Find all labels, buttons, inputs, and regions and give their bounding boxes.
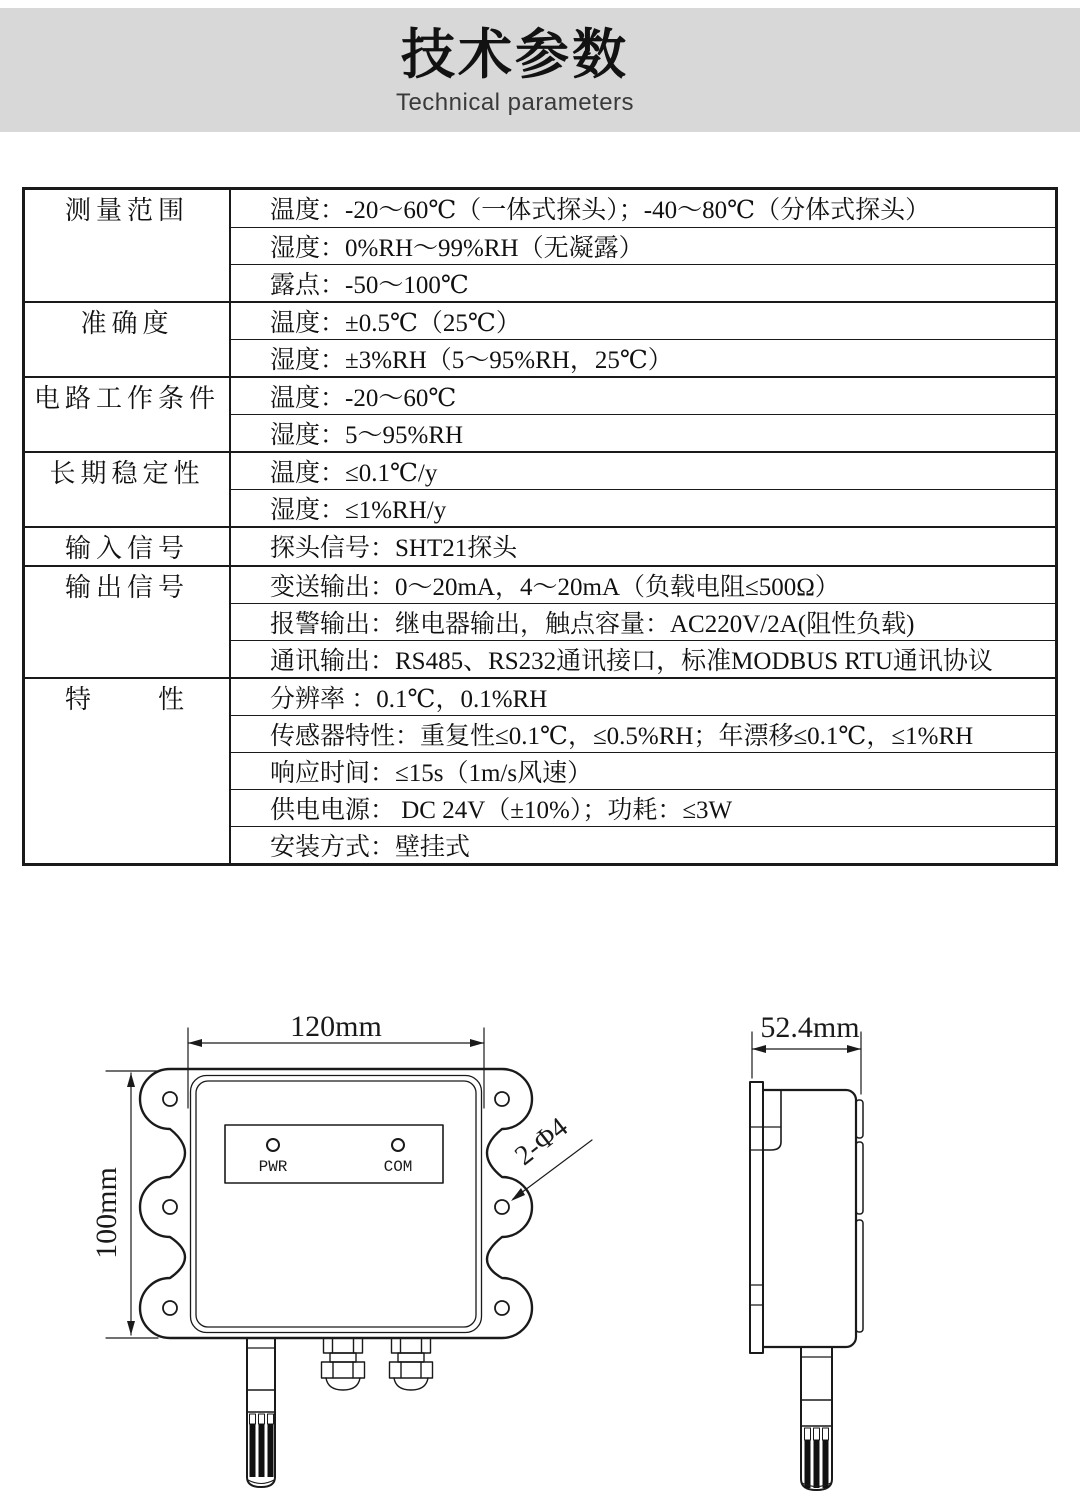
spec-category-cell [25,565,231,677]
front-width-label: 120mm [290,1010,382,1043]
spec-value-cell: 湿度：±3%RH（5～95%RH，25℃） [231,339,1055,376]
probe-grille-icon [250,1424,274,1477]
spec-value-cell: 通讯输出：RS485、RS232通讯接口，标准MODBUS RTU通讯协议 [231,640,1055,677]
front-enclosure-outline [140,1069,532,1338]
spec-category-cell [25,376,231,451]
cable-gland-left [322,1338,365,1390]
arrowhead-left-icon [188,1039,202,1047]
arrowhead-right-icon [470,1039,484,1047]
spec-category-cell [25,526,231,565]
front-height-label: 100mm [90,1167,123,1259]
technical-drawing [0,960,1080,1504]
side-view-drawing [750,1011,863,1490]
cable-gland-right [390,1338,433,1390]
mounting-hole-icon [495,1200,509,1214]
spec-value-cell: 温度：-20～60℃（一体式探头）；-40～80℃（分体式探头） [270,197,931,225]
side-rear-flange [750,1082,763,1353]
leader-arrowhead-icon [511,1188,525,1201]
pwr-led-icon [267,1139,279,1151]
arrowhead-down-icon [127,1321,135,1335]
mounting-hole-icon [495,1092,509,1106]
spec-category-cell [25,451,231,526]
spec-value-cell: 报警输出：继电器输出，触点容量：AC220V/2A(阻性负载) [231,603,1055,640]
side-depth-label: 52.4mm [760,1011,860,1044]
com-led-icon [392,1139,404,1151]
spec-value-cell: 温度：-20～60℃ [231,376,1055,414]
spec-value-cell: 分辨率 ：0.1℃，0.1%RH [231,677,1055,715]
hole-diameter-label: 2-Φ4 [509,1111,574,1172]
arrowhead-left-icon [752,1045,766,1053]
spec-category-label: 测量范围 [64,196,189,226]
spec-category-label: 输入信号 [64,533,189,563]
side-clip-block [763,1090,781,1150]
arrowhead-right-icon [847,1045,861,1053]
spec-category-cell [25,301,231,376]
spec-value-cell: 探头信号：SHT21探头 [231,526,1055,565]
spec-value-cell: 露点：-50～100℃ [231,264,1055,301]
hole-callout [509,1112,592,1201]
spec-value-cell: 传感器特性：重复性≤0.1℃，≤0.5%RH；年漂移≤0.1℃，≤1%RH [231,715,1055,752]
mounting-hole-icon [163,1200,177,1214]
spec-category-cell [25,677,231,863]
spec-value-cell: 供电电源： DC 24V（±10%）；功耗：≤3W [231,789,1055,826]
spec-category-label: 长期稳定性 [49,458,205,488]
front-sensor-probe [247,1338,275,1487]
front-face-line-outer [191,1076,482,1333]
front-view-drawing [90,1010,592,1487]
spec-category-label: 准确度 [80,308,174,338]
spec-value-cell: 变送输出：0～20mA，4～20mA（负载电阻≤500Ω） [231,565,1055,603]
spec-value-cell: 湿度：5～95%RH [231,414,1055,451]
spec-category-cell [25,190,231,301]
arrowhead-up-icon [127,1073,135,1087]
mounting-hole-icon [163,1092,177,1106]
spec-category-label: 特 性 [64,685,189,715]
mounting-hole-icon [495,1301,509,1315]
probe-grille-icon [805,1440,829,1488]
header [0,26,1030,116]
page-title: 技术参数 [401,25,629,85]
spec-value-cell: 湿度：0%RH～99%RH（无凝露） [231,227,1055,264]
spec-value-cell: 温度：≤0.1℃/y [231,451,1055,489]
spec-value-cell: 响应时间：≤15s（1m/s风速） [231,752,1055,789]
page-subtitle: Technical parameters [395,89,635,116]
spec-category-label: 电路工作条件 [33,383,220,413]
com-led-label: COM [383,1158,413,1176]
spec-table [22,187,1058,866]
side-body-outline [763,1090,856,1347]
mounting-hole-icon [163,1301,177,1315]
front-face-line-inner [196,1081,476,1327]
pwr-led-label: PWR [258,1158,288,1176]
side-sensor-probe [801,1347,832,1490]
spec-value-cell: 湿度：≤1%RH/y [231,489,1055,526]
spec-value-cell: 温度：±0.5℃（25℃） [231,301,1055,339]
spec-category-label: 输出信号 [64,573,189,603]
spec-value-cell: 安装方式：壁挂式 [231,826,1055,863]
